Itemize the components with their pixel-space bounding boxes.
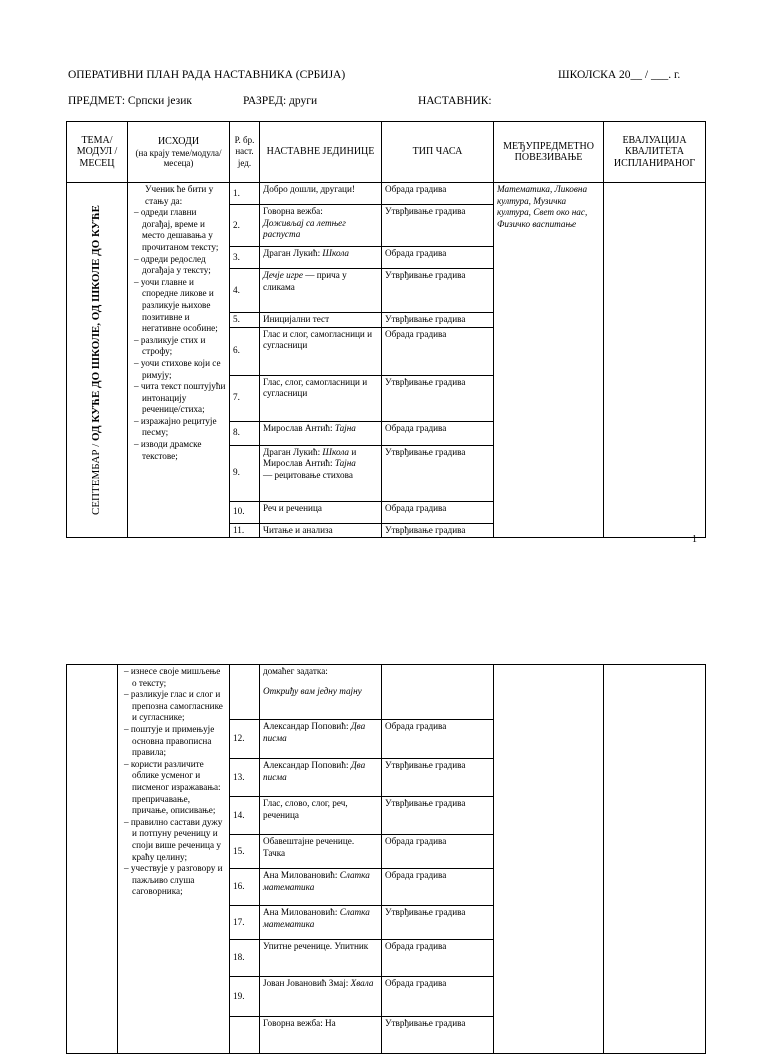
col-eval-header: ЕВАЛУАЦИЈА КВАЛИТЕТА ИСПЛАНИРАНОГ	[604, 122, 706, 183]
row-number	[230, 665, 260, 720]
unit-title-italic: Тајна	[334, 422, 356, 433]
unit-title-italic: Школа	[322, 248, 350, 258]
unit-cell	[260, 375, 382, 421]
unit-text: Обавештајне реченице. Тачка	[263, 836, 355, 858]
unit-title-italic: Дечје игре	[263, 270, 303, 280]
row-number: 5.	[230, 313, 260, 328]
row-number: 1.	[230, 183, 260, 205]
row-number: 11.	[230, 523, 260, 538]
unit-cell	[260, 835, 382, 869]
row-number: 8.	[230, 421, 260, 445]
lesson-type: Утврђивање градива	[382, 375, 494, 421]
unit-text: Говорна вежба:	[263, 206, 323, 216]
unit-text: Иницијални тест	[263, 314, 330, 324]
unit-title-italic: Два писма	[263, 760, 366, 782]
row-number: 7.	[230, 375, 260, 421]
lesson-type: Обрада градива	[382, 421, 494, 445]
row-number	[230, 1017, 260, 1054]
cross-subject-links	[494, 665, 604, 1054]
col-type-header: ТИП ЧАСА	[382, 122, 494, 183]
unit-cell	[260, 869, 382, 906]
unit-text: Александар Поповић:	[263, 760, 351, 770]
theme-cell	[67, 183, 128, 538]
unit-title-italic: Доживљај са летњег распуста	[263, 217, 346, 240]
unit-title-italic: Хвала	[350, 978, 374, 988]
outcome-item: – одреди редослед догађаја у тексту;	[134, 253, 211, 276]
unit-cell	[260, 940, 382, 977]
unit-text: Глас, слог, самогласници и сугласници	[263, 376, 368, 399]
lesson-type: Утврђивање градива	[382, 759, 494, 797]
row-number: 6.	[230, 327, 260, 375]
outcome-item: – разликује глас и слог и препозна самогласнике и сугласнике;	[124, 689, 223, 723]
unit-title-italic: Откриђу вам једну тајну	[263, 685, 362, 696]
unit-cell	[260, 327, 382, 375]
unit-cell	[260, 183, 382, 205]
unit-title-italic: Слатка математика	[263, 907, 370, 929]
row-number: 3.	[230, 247, 260, 269]
unit-title-italic: Два писма	[263, 721, 366, 743]
unit-cell	[260, 269, 382, 313]
unit-cell	[260, 720, 382, 759]
lesson-type: Утврђивање градива	[382, 269, 494, 313]
lesson-type: Обрада градива	[382, 977, 494, 1017]
unit-text: Реч и реченица	[263, 502, 322, 513]
lesson-type: Обрада градива	[382, 720, 494, 759]
unit-text: Говорна вежба: На	[263, 1018, 336, 1028]
lesson-type: Обрада градива	[382, 327, 494, 375]
unit-text: Јован Јовановић Змај:	[263, 978, 351, 988]
table-row	[67, 183, 706, 205]
lesson-type: Обрада градива	[382, 183, 494, 205]
unit-text: Добро дошли, другаци!	[263, 184, 355, 194]
outcome-item: – учествује у разговору и пажљиво слуша саговорника;	[124, 863, 223, 897]
grade-label: РАЗРЕД: други	[243, 95, 318, 107]
unit-text: — рецитовање стихова	[263, 469, 353, 480]
row-number: 9.	[230, 445, 260, 501]
plan-table-page-2	[66, 664, 706, 1054]
evaluation-cell	[604, 665, 706, 1054]
unit-text: Упитне реченице. Упитник	[263, 941, 369, 951]
col-units-header: НАСТАВНЕ ЈЕДИНИЦЕ	[260, 122, 382, 183]
table-row	[67, 665, 706, 720]
unit-cell	[260, 501, 382, 523]
outcome-item: – изнесе своје мишљење о тексту;	[124, 666, 221, 688]
unit-text: Драган Лукић:	[263, 446, 323, 457]
row-number: 4.	[230, 269, 260, 313]
outcomes-intro: Ученик ће бити у стању да:	[145, 184, 214, 206]
theme-title: ОД КУЋЕ ДО ШКОЛЕ, ОД ШКОЛЕ ДО КУЋЕ	[90, 205, 103, 442]
unit-cell	[260, 906, 382, 940]
lesson-type: Утврђивање градива	[382, 205, 494, 247]
row-number: 19.	[230, 977, 260, 1017]
unit-cell	[260, 205, 382, 247]
outcome-item: – уочи главне и споредне ликове и разликује њихове позитивне и негативне особине;	[134, 276, 218, 334]
unit-cell	[260, 797, 382, 835]
evaluation-cell	[604, 183, 706, 538]
outcomes-cell	[118, 665, 230, 1054]
unit-text: и Мирослав Антић:	[263, 446, 357, 469]
unit-cell	[260, 421, 382, 445]
outcome-item: – одреди главни догађај, време и место дешавања у прочитаном тексту;	[134, 207, 219, 252]
row-number: 14.	[230, 797, 260, 835]
row-number: 16.	[230, 869, 260, 906]
theme-cell	[67, 665, 118, 1054]
outcome-item: – изражајно рецитује песму;	[134, 415, 217, 438]
lesson-type: Утврђивање градива	[382, 523, 494, 538]
subject-label: ПРЕДМЕТ: Српски језик	[68, 95, 192, 107]
unit-text: Александар Поповић:	[263, 721, 351, 731]
outcome-item: – поштује и примењује основна правописна правила;	[124, 723, 215, 758]
lesson-type: Обрада градива	[382, 501, 494, 523]
col-links-header: МЕЂУПРЕДМЕТНО ПОВЕЗИВАЊЕ	[494, 122, 604, 183]
row-number: 10.	[230, 501, 260, 523]
row-number: 2.	[230, 205, 260, 247]
unit-text: Мирослав Антић:	[263, 422, 335, 433]
school-year: ШКОЛСКА 20__ / ___. г.	[558, 69, 681, 81]
row-number: 15.	[230, 835, 260, 869]
row-number: 13.	[230, 759, 260, 797]
lesson-type: Обрада градива	[382, 835, 494, 869]
lesson-type: Утврђивање градива	[382, 313, 494, 328]
unit-title-italic: Тајна	[334, 458, 356, 469]
unit-cell	[260, 523, 382, 538]
unit-text: домаћег задатка:	[263, 666, 328, 676]
teacher-label: НАСТАВНИК:	[418, 95, 492, 107]
unit-title-italic: Слатка математика	[263, 870, 370, 892]
theme-vertical-text	[91, 205, 103, 515]
unit-text: Ана Миловановић:	[263, 907, 340, 917]
unit-text: Глас, слово, слог, реч, реченица	[263, 798, 348, 820]
row-number: 18.	[230, 940, 260, 977]
unit-cell	[260, 977, 382, 1017]
unit-text: Ана Миловановић:	[263, 870, 340, 880]
unit-cell	[260, 1017, 382, 1054]
unit-text: Глас и слог, самогласници и сугласници	[263, 328, 373, 351]
outcome-item: – правилно састави дужу и потпуну реченицу и споји више реченица у краћу целину;	[124, 816, 223, 862]
lesson-type: Утврђивање градива	[382, 445, 494, 501]
page-number: 1	[692, 534, 697, 545]
outcome-item: – изводи драмске текстове;	[134, 439, 202, 461]
outcome-item: – разликује стих и строфу;	[134, 334, 206, 357]
cross-subject-links: Математика, Ликовна култура, Музичка култура, Свет око нас, Физичко васпитање	[494, 183, 604, 538]
lesson-type: Утврђивање градива	[382, 906, 494, 940]
col-outcomes-header: ИСХОДИ (на крају теме/модула/месеца)	[128, 122, 230, 183]
plan-title: ОПЕРАТИВНИ ПЛАН РАДА НАСТАВНИКА (СРБИЈА)	[68, 69, 346, 81]
col-theme-header: ТЕМА/ МОДУЛ /МЕСЕЦ	[67, 122, 128, 183]
lesson-type	[382, 665, 494, 720]
row-number: 17.	[230, 906, 260, 940]
unit-cell	[260, 313, 382, 328]
outcome-item: – уочи стихове који се римују;	[134, 357, 221, 380]
outcome-item: – чита текст поштујући интонацију реченице/стиха;	[134, 381, 226, 415]
unit-text: Драган Лукић:	[263, 248, 323, 258]
outcomes-cell	[128, 183, 230, 538]
unit-cell	[260, 445, 382, 501]
month-text: СЕПТЕМБАР /	[90, 441, 103, 516]
outcome-item: – користи различите облике усменог и писменог изражавања: препричавање, причање, описивање;	[124, 758, 221, 816]
col-number-header: Р. бр. наст. јед.	[230, 122, 260, 183]
unit-cell	[260, 247, 382, 269]
unit-title-italic: Школа	[322, 446, 350, 457]
lesson-type: Обрада градива	[382, 247, 494, 269]
lesson-type: Утврђивање градива	[382, 797, 494, 835]
lesson-type: Обрада градива	[382, 940, 494, 977]
unit-cell	[260, 759, 382, 797]
row-number: 12.	[230, 720, 260, 759]
lesson-type: Утврђивање градива	[382, 1017, 494, 1054]
plan-table-page-1	[66, 121, 706, 538]
unit-text: — прича у сликама	[263, 270, 347, 292]
unit-cell	[260, 665, 382, 720]
unit-text: Читање и анализа	[263, 524, 333, 535]
lesson-type: Обрада градива	[382, 869, 494, 906]
